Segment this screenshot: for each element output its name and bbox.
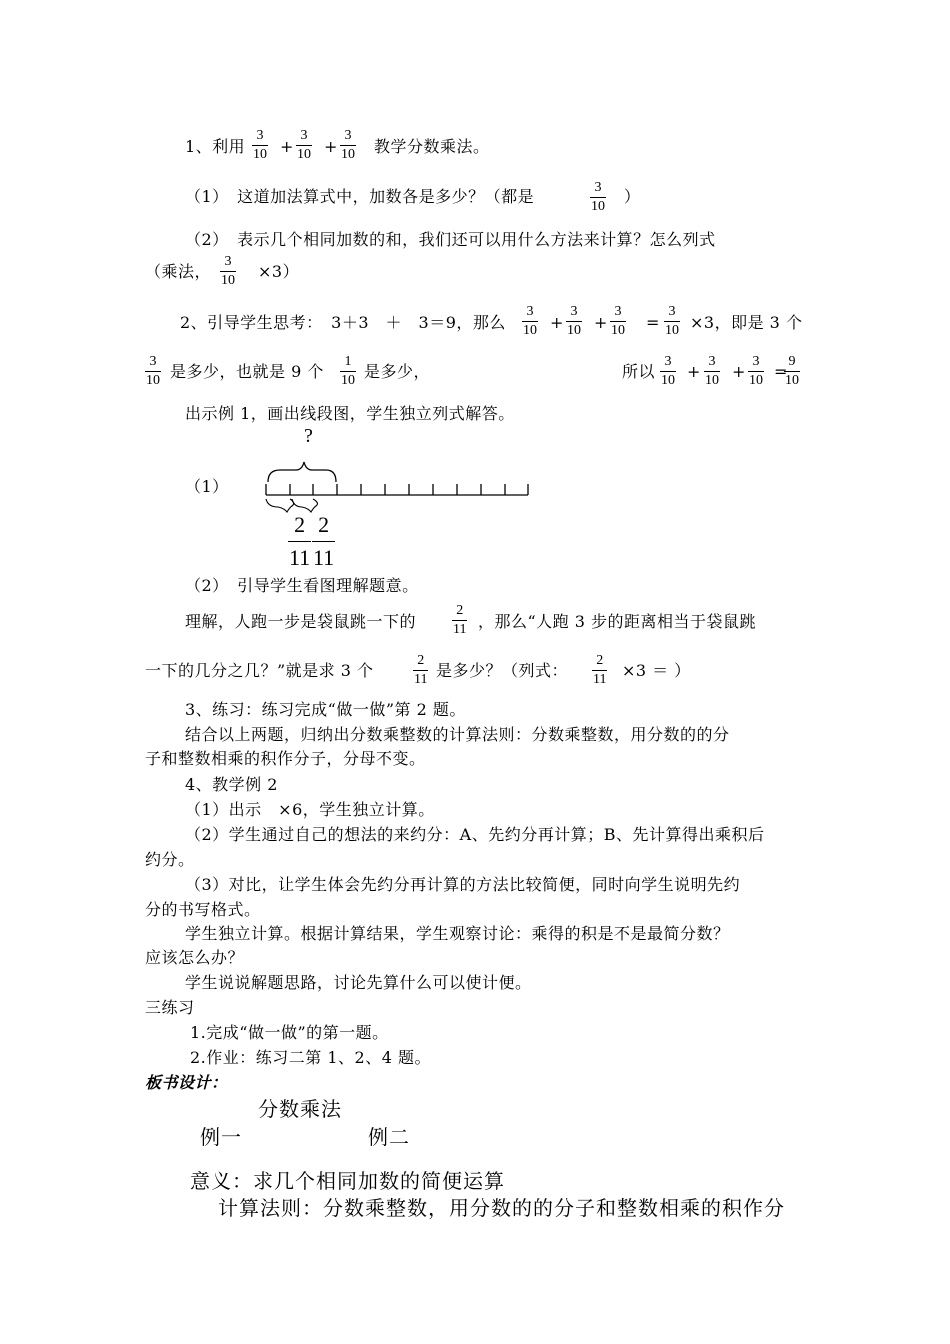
board-title: 分数乘法	[258, 1097, 342, 1121]
line-7: 出示例 1，画出线段图，学生独立列式解答。	[185, 404, 515, 423]
line-5-suffix: ×3，即是 3 个	[690, 313, 803, 332]
top-brace	[268, 462, 336, 482]
fraction-2-11-large: 2 11	[313, 512, 335, 570]
line-10-suffix: ，那么“人跑 3 步的距离相当于袋鼠跳	[478, 612, 757, 631]
board-example-1: 例一	[200, 1125, 242, 1149]
fraction-2-11: 2 11	[414, 653, 428, 687]
line-6-text-c: 所以	[622, 362, 656, 381]
line-17: （2）学生通过自己的想法的来约分：A、先约分再计算；B、先计算得出乘积后	[185, 825, 765, 844]
line-13: 结合以上两题，归纳出分数乘整数的计算法则：分数乘整数，用分数的的分	[185, 725, 730, 744]
plus-sign: +	[732, 362, 746, 381]
line-19: （3）对比，让学生体会先约分再计算的方法比较简便，同时向学生说明先约	[185, 875, 741, 894]
board-design-heading: 板书设计：	[145, 1073, 228, 1092]
fraction-3-10: 3 10	[567, 304, 581, 338]
question-mark: ?	[304, 425, 314, 447]
fraction-9-10: 9 10	[785, 354, 799, 388]
fraction-1-10: 1 10	[341, 354, 355, 388]
fraction-3-10: 3 10	[661, 354, 675, 388]
fraction-3-10: 3 10	[297, 128, 311, 162]
line-9: （2） 引导学生看图理解题意。	[185, 576, 419, 595]
line-1-suffix: 教学分数乘法。	[374, 137, 490, 156]
segment-ticks	[266, 484, 528, 495]
fraction-3-10: 3 10	[341, 128, 355, 162]
fraction-3-10: 3 10	[705, 354, 719, 388]
line-11-middle: 是多少？（列式：	[436, 661, 569, 680]
line-11-prefix: 一下的几分之几？”就是求 3 个	[145, 661, 374, 680]
line-4-prefix: （乘法，	[145, 262, 212, 281]
line-16: （1）出示 ×6，学生独立计算。	[185, 800, 435, 819]
line-11-suffix: ×3 ＝ ）	[622, 661, 691, 680]
line-10-prefix: 理解，人跑一步是袋鼠跳一下的	[185, 612, 417, 631]
bottom-brace-1	[266, 499, 294, 512]
plus-sign: +	[594, 313, 608, 332]
plus-sign: +	[550, 313, 564, 332]
fraction-2-11-large: 2 11	[289, 512, 311, 570]
line-6-text-b: 是多少，	[364, 362, 431, 381]
line-5-prefix: 2、引导学生思考： 3＋3 ＋ 3＝9，那么	[180, 313, 506, 332]
line-3: （2） 表示几个相同加数的和，我们还可以用什么方法来计算？怎么列式	[185, 230, 716, 249]
fraction-3-10: 3 10	[611, 304, 625, 338]
fraction-3-10: 3 10	[523, 304, 537, 338]
fraction-3-10: 3 10	[221, 254, 235, 288]
line-15: 4、教学例 2	[185, 775, 278, 794]
line-26: 2.作业：练习二第 1、2、4 题。	[190, 1048, 431, 1067]
fraction-3-10: 3 10	[591, 180, 605, 214]
equals-sign: =	[646, 313, 660, 332]
line-4-suffix: ×3）	[258, 262, 300, 281]
board-meaning: 意义：求几个相同加数的简便运算	[190, 1169, 505, 1193]
plus-sign: +	[280, 137, 294, 156]
fraction-3-10: 3 10	[253, 128, 267, 162]
line-20: 分的书写格式。	[145, 900, 261, 919]
line-18: 约分。	[145, 850, 195, 869]
fraction-2-11: 2 11	[453, 603, 467, 637]
line-24: 三练习	[145, 998, 195, 1017]
board-rule: 计算法则：分数乘整数，用分数的的分子和整数相乘的积作分	[218, 1196, 785, 1220]
line-2-suffix: ）	[624, 187, 641, 206]
board-example-2: 例二	[368, 1125, 410, 1149]
fraction-3-10: 3 10	[749, 354, 763, 388]
line-25: 1.完成“做一做”的第一题。	[190, 1023, 389, 1042]
line-8-label: （1）	[185, 477, 229, 496]
line-22: 应该怎么办？	[145, 948, 245, 967]
plus-sign: +	[324, 137, 338, 156]
line-14: 子和整数相乘的积作分子，分母不变。	[145, 749, 426, 768]
plus-sign: +	[687, 362, 701, 381]
line-1-prefix: 1、利用	[185, 137, 246, 156]
line-21: 学生独立计算。根据计算结果，学生观察讨论：乘得的积是不是最简分数？	[185, 924, 730, 943]
line-12: 3、练习：练习完成“做一做”第 2 题。	[185, 700, 466, 719]
bottom-brace-2	[292, 499, 317, 512]
fraction-3-10: 3 10	[665, 304, 679, 338]
fraction-2-11: 2 11	[593, 653, 607, 687]
line-2-prefix: （1） 这道加法算式中，加数各是多少？（都是	[185, 187, 535, 206]
line-23: 学生说说解题思路，讨论先算什么可以使计便。	[185, 973, 532, 992]
line-6-text-a: 是多少，也就是 9 个	[170, 362, 324, 381]
equals-sign: =	[774, 362, 788, 381]
fraction-3-10: 3 10	[146, 354, 160, 388]
